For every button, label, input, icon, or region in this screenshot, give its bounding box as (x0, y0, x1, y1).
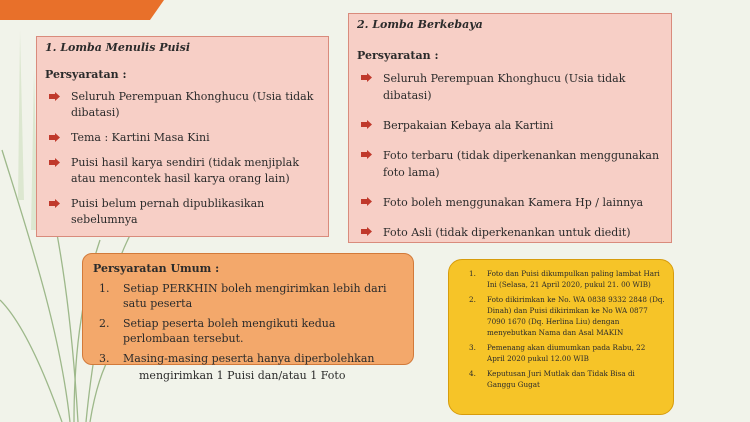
arrow-bullet-icon (361, 197, 372, 206)
list-item-text: Setiap peserta boleh mengikuti kedua perlombaan tersebut. (123, 317, 336, 345)
list-item-continuation: mengirimkan 1 Puisi dan/atau 1 Foto (139, 369, 346, 382)
list-item (357, 117, 663, 134)
list-item-number: 2. (99, 317, 110, 330)
list-item (93, 351, 403, 366)
lomba-puisi-card (36, 36, 329, 237)
arrow-bullet-icon (361, 227, 372, 236)
arrow-bullet-icon (361, 73, 372, 82)
arrow-bullet-icon (49, 133, 60, 142)
arrow-bullet-icon (49, 92, 60, 101)
arrow-bullet-icon (49, 158, 60, 167)
list-item-number: 2. (469, 295, 476, 304)
list-item-text: Foto dan Puisi dikumpulkan paling lambat Hari Ini (Selasa, 21 April 2020, pukul 21. 00 WIB) (487, 269, 660, 289)
list-item-text: Berpakaian Kebaya ala Kartini (383, 119, 554, 132)
list-item-text: Tema : Kartini Masa Kini (71, 131, 210, 144)
list-item (357, 194, 663, 211)
list-item-text: Puisi belum pernah dipublikasikan sebelumnya (71, 197, 265, 226)
list-item (357, 224, 663, 241)
list-item (45, 130, 320, 146)
lomba-puisi-title: 1. Lomba Menulis Puisi (45, 41, 191, 54)
list-item-text: Keputusan Juri Mutlak dan Tidak Bisa di Ganggu Gugat (487, 369, 635, 389)
list-item (457, 294, 665, 338)
list-item-text: Pemenang akan diumumkan pada Rabu, 22 April 2020 pukul 12.00 WIB (487, 343, 646, 363)
list-item-number: 3. (99, 352, 110, 365)
list-item-number: 1. (469, 269, 476, 278)
list-item-text: Seluruh Perempuan Khonghucu (Usia tidak dibatasi) (71, 90, 314, 119)
persyaratan-umum-heading: Persyaratan Umum : (93, 262, 220, 275)
lomba-kebaya-card (348, 13, 672, 243)
lomba-kebaya-requirements-heading: Persyaratan : (357, 49, 439, 62)
info-card (448, 259, 674, 415)
lomba-puisi-list (45, 89, 320, 228)
list-item (45, 196, 320, 228)
lomba-kebaya-list (357, 70, 663, 241)
persyaratan-umum-list (93, 281, 403, 366)
list-item-number: 1. (99, 282, 110, 295)
lomba-puisi-requirements-heading: Persyaratan : (45, 68, 127, 81)
list-item (457, 268, 665, 290)
list-item-text: Puisi hasil karya sendiri (tidak menjiplak atau mencontek hasil karya orang lain) (71, 156, 300, 185)
list-item (457, 368, 665, 390)
list-item-text: Setiap PERKHIN boleh mengirimkan lebih dari satu peserta (123, 282, 387, 310)
lomba-kebaya-title: 2. Lomba Berkebaya (357, 18, 483, 31)
arrow-bullet-icon (361, 150, 372, 159)
list-item-text: Foto Asli (tidak diperkenankan untuk diedit) (383, 226, 631, 239)
list-item-text: Seluruh Perempuan Khonghucu (Usia tidak dibatasi) (383, 72, 626, 102)
list-item-text: Foto boleh menggunakan Kamera Hp / lainnya (383, 196, 644, 209)
list-item (357, 70, 663, 104)
arrow-bullet-icon (361, 120, 372, 129)
list-item (93, 316, 403, 346)
list-item (93, 281, 403, 311)
list-item-text: Foto terbaru (tidak diperkenankan menggunakan foto lama) (383, 149, 660, 179)
list-item-text: Masing-masing peserta hanya diperbolehkan (123, 352, 375, 365)
list-item-text: Foto dikirimkan ke No. WA 0838 9332 2848 (Dq. Dinah) dan Puisi dikirimkan ke No WA 0877 7090 1670 (Dq. Herlina Liu) dengan menyebutkan Nama dan Asal MAKIN (487, 295, 665, 337)
list-item (457, 342, 665, 364)
arrow-bullet-icon (49, 199, 60, 208)
persyaratan-umum-card (82, 253, 414, 382)
list-item-number: 3. (469, 343, 476, 352)
list-item (357, 147, 663, 181)
list-item (45, 155, 320, 187)
list-item-number: 4. (469, 369, 476, 378)
list-item (45, 89, 320, 121)
